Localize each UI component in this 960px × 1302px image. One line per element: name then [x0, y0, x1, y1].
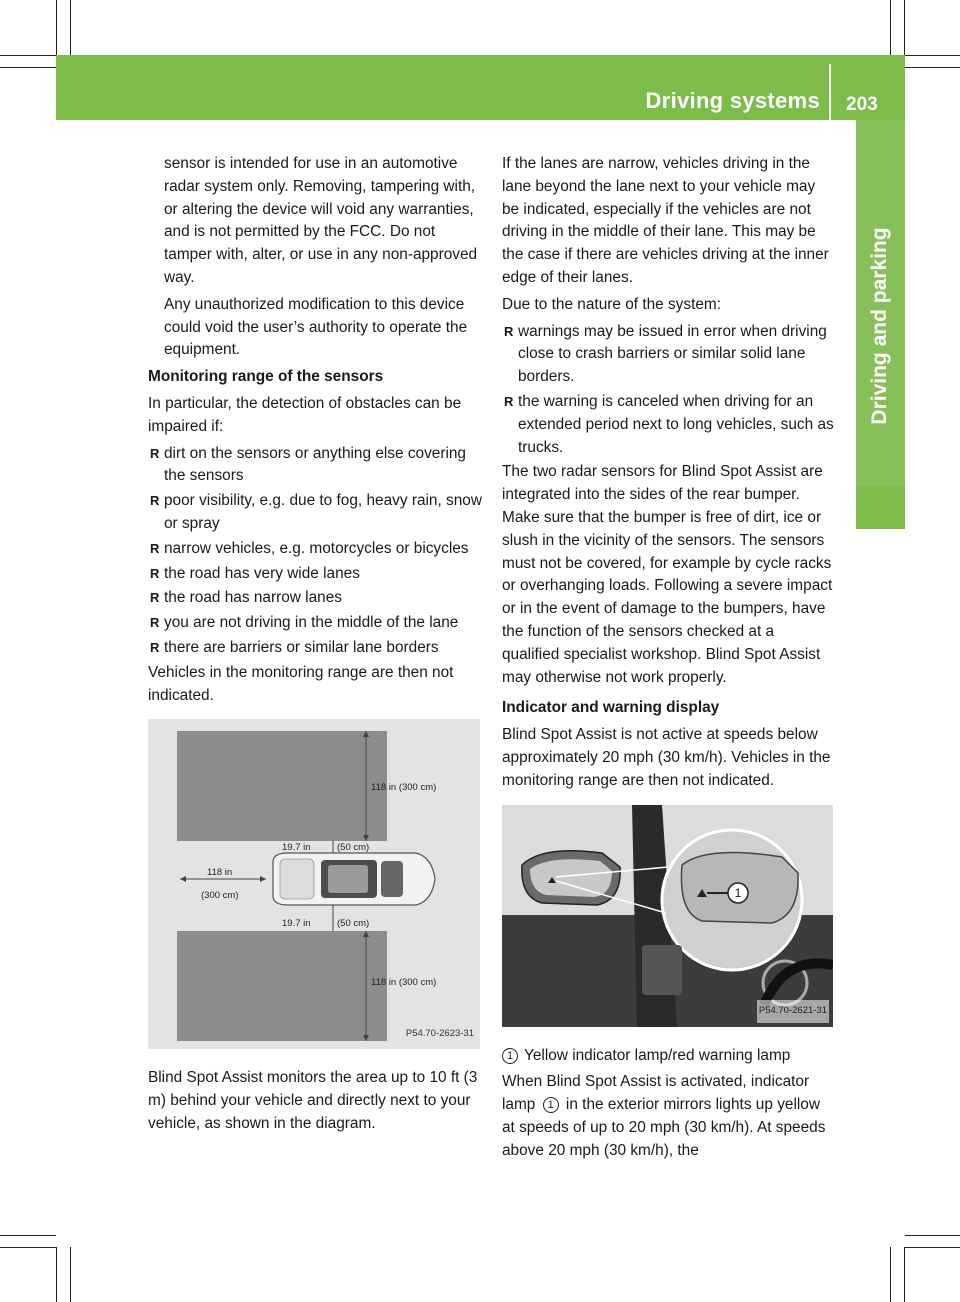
- car-top-view: [273, 853, 435, 905]
- crop-mark: [0, 67, 56, 68]
- crop-mark: [70, 1247, 71, 1302]
- diagram-svg: [148, 719, 480, 1049]
- list-item: R narrow vehicles, e.g. motorcycles or bicycles: [148, 538, 482, 561]
- paragraph-text: in the exterior mirrors lights up yellow at speeds of up to 20 mph (30 km/h). At speeds above 20 mph (30 km/h), the: [502, 1096, 826, 1159]
- list-item: R the road has very wide lanes: [148, 563, 482, 586]
- crop-mark: [905, 67, 960, 68]
- figure-caption: Blind Spot Assist monitors the area up to 10 ft (3 m) behind your vehicle and directly next to your vehicle, as shown in the diagram.: [148, 1069, 478, 1132]
- list-item: R the warning is canceled when driving for an extended period next to long vehicles, such as trucks.: [502, 391, 835, 459]
- photo-callout-number: 1: [734, 885, 742, 900]
- page-number: 203: [846, 94, 878, 115]
- system-limit-list: [502, 321, 835, 460]
- crop-mark: [0, 1235, 56, 1236]
- fcc-paragraph: Any unauthorized modification to this device could void the user’s authority to operate the equipment.: [164, 295, 468, 359]
- label-gap-bottom-cm: (50 cm): [337, 918, 370, 930]
- monitoring-range-diagram: [148, 719, 480, 1049]
- crop-mark: [70, 0, 71, 55]
- section-heading: Monitoring range of the sensors: [148, 368, 384, 386]
- crop-mark: [0, 1247, 56, 1248]
- label-left-in: 118 in: [207, 867, 233, 879]
- list-item: R you are not driving in the middle of the lane: [148, 612, 482, 635]
- crop-mark: [905, 1235, 960, 1236]
- crop-mark: [56, 1247, 57, 1302]
- mirror-photo-svg: [502, 805, 833, 1027]
- crop-mark: [905, 1247, 960, 1248]
- paragraph-text: When Blind Spot Assist is activated, indicator lamp: [502, 1073, 810, 1114]
- section-heading: Indicator and warning display: [502, 699, 720, 717]
- paragraph: If the lanes are narrow, vehicles driving in the lane beyond the lane next to your vehicle may be indicated, especially if the vehicles are not driving in the middle of their lane. This may be the case if there are vehicles driving at the inner edge of their lanes.: [502, 155, 829, 286]
- crop-mark: [890, 0, 891, 55]
- header-divider: [829, 64, 831, 120]
- monitoring-zone-bottom: [177, 931, 387, 1041]
- label-bottom-range: 118 in (300 cm): [371, 977, 437, 989]
- crop-mark: [0, 55, 56, 56]
- left-column: [148, 153, 482, 1140]
- paragraph: Blind Spot Assist is not active at speeds below approximately 20 mph (30 km/h). Vehicles in the monitoring range are then not indicated.: [502, 726, 831, 789]
- side-tab-label: Driving and parking: [868, 227, 891, 425]
- fcc-paragraph: sensor is intended for use in an automotive radar system only. Removing, tampering with, or altering the device will void any warranties, and is not permitted by the FCC. Do not tamper with, alter, or use in any non-approved way.: [164, 155, 478, 286]
- label-gap-bottom: 19.7 in: [282, 918, 311, 930]
- label-left-cm: (300 cm): [201, 890, 239, 902]
- figure-id: P54.70-2623-31: [405, 1027, 474, 1039]
- monitoring-zone-top: [177, 731, 387, 841]
- section-title: Driving systems: [645, 88, 820, 113]
- crop-mark: [890, 1247, 891, 1302]
- list-item: R there are barriers or similar lane borders: [148, 637, 482, 660]
- side-tab-marker: [856, 487, 905, 529]
- paragraph: Vehicles in the monitoring range are then not indicated.: [148, 663, 454, 704]
- crop-mark: [56, 0, 57, 55]
- paragraph: Due to the nature of the system:: [502, 295, 722, 313]
- label-gap-top: 19.7 in: [282, 842, 311, 854]
- crop-mark: [905, 55, 960, 56]
- paragraph: [502, 1071, 835, 1162]
- label-gap-top-cm: (50 cm): [337, 842, 370, 854]
- impairment-list: [148, 443, 482, 660]
- paragraph: The two radar sensors for Blind Spot Assist are integrated into the sides of the rear bumper. Make sure that the bumper is free of dirt, ice or slush in the vicinity of the sensors. The sensors must not be covered, for example by cycle racks or overhanging loads. Following a severe impact or in the event of damage to the bumpers, have the function of the sensors checked at a qualified specialist workshop. Blind Spot Assist may otherwise not work properly.: [502, 463, 833, 686]
- right-column: [502, 153, 835, 1167]
- callout-1-icon: 1: [502, 1048, 518, 1064]
- label-top-range: 118 in (300 cm): [371, 782, 437, 794]
- mirror-photo: [502, 805, 833, 1027]
- list-item: R warnings may be issued in error when driving close to crash barriers or similar solid lane borders.: [502, 321, 835, 389]
- photo-id: P54.70-2621-31: [757, 1000, 829, 1023]
- legend-text: Yellow indicator lamp/red warning lamp: [524, 1046, 791, 1064]
- crop-mark: [904, 1247, 905, 1302]
- list-item: R dirt on the sensors or anything else covering the sensors: [148, 443, 482, 489]
- intro-paragraph: In particular, the detection of obstacles can be impaired if:: [148, 394, 462, 435]
- legend-item: [502, 1045, 835, 1068]
- list-item: R the road has narrow lanes: [148, 587, 482, 610]
- list-item: R poor visibility, e.g. due to fog, heavy rain, snow or spray: [148, 490, 482, 536]
- callout-1-icon: 1: [543, 1097, 559, 1113]
- crop-mark: [904, 0, 905, 55]
